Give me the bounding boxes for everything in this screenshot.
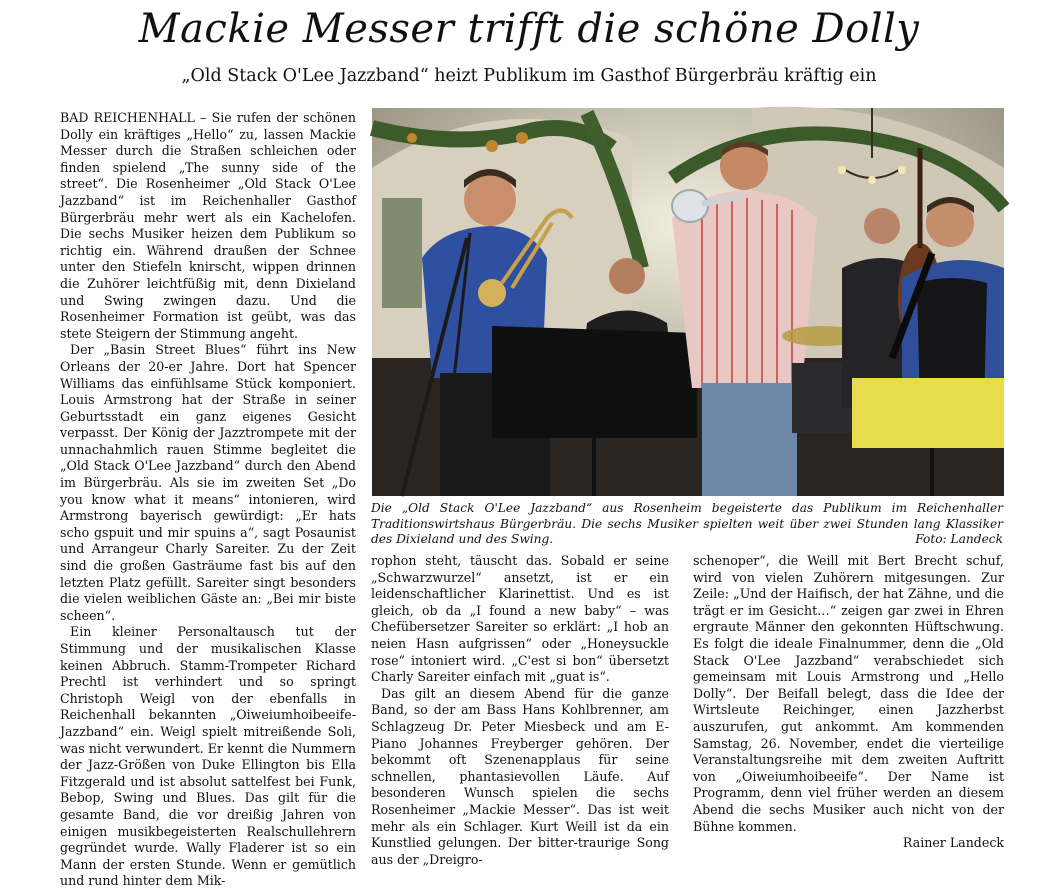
paragraph: Ein kleiner Personaltausch tut der Stimmung und der musikalischen Klasse keinen Abbruch. Stamm-Trompeter Richard Prechtl ist verhindert und so springt Christoph Weigl von der ebenfalls in Reichenhall bekannten „Oiweiumhoibeeife-Jazzband“ ein. Weigl spielt mitreißende Soli, was nicht verwundert. Er kennt die Nummern der Jazz-Größen von Duke Ellington bis Ella Fitzgerald und ist absolut sattelfest bei Funk, Bebop, Swing und Blues. Das gilt für die gesamte Band, die vor dreißig Jahren von einigen musikbegeisterten Realschullehrern gegründet wurde. Wally Fladerer ist so ein Mann der ersten Stunde. Wenn er gemütlich und rund hinter dem Mik- — [60, 624, 356, 889]
headline: Mackie Messer trifft die schöne Dolly — [138, 6, 920, 52]
band-photo — [372, 108, 1004, 496]
paragraph: BAD REICHENHALL – Sie rufen der schönen Dolly ein kräftiges „Hello“ zu, lassen Mackie Messer durch die Straßen schleichen oder finden spielend „The sunny side of the street“. Die Rosenheimer „Old Stack O'Lee Jazzband“ ist im Reichenhaller Gasthof Bürgerbräu mehr wert als ein Kachelofen. Die sechs Musiker heizen dem Publikum so richtig ein. Während draußen der Schnee unter den Stiefeln knirscht, wippen drinnen die Zuhörer leichtfüßig mit, denn Dixieland und Swing zwingen dazu. Und die Rosenheimer Formation ist geübt, was das stete Steigern der Stimmung angeht. — [60, 110, 356, 341]
photo-caption — [371, 501, 1003, 548]
paragraph: schenoper“, die Weill mit Bert Brecht schuf, wird von vielen Zuhörern mitgesungen. Zur Zeile: „Und der Haifisch, der hat Zähne, und die trägt er im Gesicht…“ zeigen gar zwei in Ehren ergraute Männer den gekonnten Hüftschwung. Es folgt die ideale Finalnummer, denn die „Old Stack O'Lee Jazzband“ verabschiedet sich gemeinsam mit Louis Armstrong und „Hello Dolly“. Der Beifall belegt, dass die Idee der Wirtsleute Reichinger, einen Jazzherbst auszurufen, gut ankommt. Am kommenden Samstag, 26. November, endet die vierteilige Veranstaltungsreihe mit dem zweiten Auftritt von „Oiweiumhoibeeife“. Der Name ist Programm, denn viel früher werden an diesem Abend die sechs Musiker auch nicht von der Bühne kommen. — [693, 553, 1004, 834]
article-column-2 — [371, 553, 669, 867]
article-column-1 — [60, 110, 356, 889]
author-byline: Rainer Landeck — [902, 835, 1004, 851]
paragraph: Der „Basin Street Blues“ führt ins New Orleans der 20-er Jahre. Dort hat Spencer Williams das einfühlsame Stück komponiert. Louis Armstrong hat der Straße in seiner Geburtsstadt ein ganz eigenes Gesicht verpasst. Der König der Jazztrompete mit der unnachahmlich rauen Stimme begleitet die „Old Stack O'Lee Jazzband“ durch den Abend im Bürgerbräu. Als sie im zweiten Set „Do you know what it means“ intonieren, wird Armstrong bayerisch gewürdigt: „Er hats scho gspuit und mir spuins a“, sagt Posaunist und Arrangeur Charly Sareiter. Zu der Zeit sind die großen Gasträume fast bis auf den letzten Platz gefüllt. Sareiter singt besonders die vielen weiblichen Gäste an: „Bei mir biste scheen“. — [60, 342, 356, 623]
photo-credit: Foto: Landeck — [915, 532, 1003, 546]
caption-text: Die „Old Stack O'Lee Jazzband“ aus Rosenheim begeisterte das Publikum im Reichenhaller Traditionswirtshaus Bürgerbräu. Die sechs Musiker spielten weit über zwei Stunden lang Klassiker des Dixieland und des Swing. — [371, 501, 1003, 546]
article-column-3 — [693, 553, 1004, 853]
subheadline: „Old Stack O'Lee Jazzband“ heizt Publikum im Gasthof Bürgerbräu kräftig ein — [181, 66, 877, 86]
paragraph: rophon steht, täuscht das. Sobald er seine „Schwarzwurzel“ ansetzt, ist er ein leidenschaftlicher Klarinettist. Und es ist gleich, ob da „I found a new baby“ – was Chefübersetzer Sareiter so erklärt: „I hob an neien Hasn aufgrissen“ oder „Honeysuckle rose“ intoniert wird. „C'est si bon“ übersetzt Charly Sareiter einfach mit „guat is“. — [371, 553, 669, 685]
paragraph: Das gilt an diesem Abend für die ganze Band, so der am Bass Hans Kohlbrenner, am Schlagzeug Dr. Peter Miesbeck und am E-Piano Johannes Freyberger gehören. Der bekommt oft Szenenapplaus für seine schnellen, phantasievollen Läufe. Auf besonderen Wunsch spielen die sechs Rosenheimer „Mackie Messer“. Das ist weit mehr als ein Schlager. Kurt Weill ist da ein Kunstlied gelungen. Der bitter-traurige Song aus der „Dreigro- — [371, 685, 669, 867]
